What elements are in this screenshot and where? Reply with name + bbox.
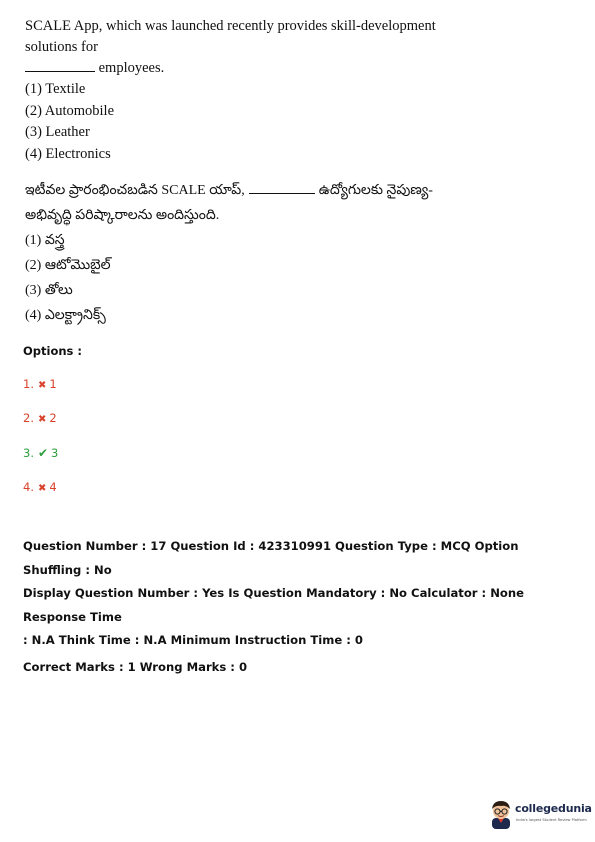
question-option-2: (2) Automobile: [25, 102, 115, 119]
answer-option-value: 1: [49, 377, 57, 391]
question-option-3: (3) Leather: [25, 124, 90, 140]
metadata-line2: Display Question Number : Yes Is Question Mandatory : No Calculator : None Response Time: [23, 586, 525, 624]
answer-option-value: 3: [51, 446, 59, 460]
question-option-4: (4) Electronics: [25, 145, 111, 162]
options-heading: Options :: [23, 344, 82, 358]
answer-option-number: 3.: [23, 446, 34, 460]
question-telugu: [25, 178, 465, 328]
question-text-suffix: employees.: [95, 60, 165, 76]
answer-blank: [25, 59, 95, 72]
logo-tagline: India's largest Student Review Platform: [516, 818, 587, 822]
question-text-line2: [25, 58, 455, 79]
question-text-line1: SCALE App, which was launched recently provides skill-development solutions for: [25, 18, 436, 55]
marks-info: Correct Marks : 1 Wrong Marks : 0: [23, 659, 248, 674]
answer-option-value: 4: [49, 480, 57, 494]
answer-option-3: [23, 446, 58, 460]
cross-icon: ✖: [37, 414, 47, 425]
answer-option-number: 1.: [23, 377, 34, 391]
answer-option-4: [23, 480, 57, 494]
telugu-text-prefix: ఇటీవల ప్రారంభించబడిన SCALE యాప్,: [25, 183, 245, 198]
answer-option-value: 2: [49, 411, 57, 425]
answer-option-number: 4.: [23, 480, 34, 494]
telugu-answer-blank: [249, 181, 315, 194]
metadata-line1: Question Number : 17 Question Id : 423310991 Question Type : MCQ Option Shuffling : No: [23, 539, 519, 577]
telugu-text-suffix: ఉద్యోగులకు నైపుణ్య-: [318, 183, 433, 198]
telugu-option-2: (2) ఆటోమొబైల్: [25, 258, 111, 273]
metadata-line3: : N.A Think Time : N.A Minimum Instruction Time : 0: [23, 633, 363, 647]
telugu-text-line2: అభివృద్ధి పరిష్కారాలను అందిస్తుంది.: [25, 208, 220, 223]
question-option-1: (1) Textile: [25, 81, 86, 97]
telugu-text-line1: [25, 178, 465, 203]
collegedunia-logo: [487, 797, 592, 831]
cross-icon: ✖: [37, 380, 47, 391]
question-english: [25, 16, 455, 165]
answer-option-2: [23, 411, 57, 425]
answer-option-1: [23, 377, 57, 391]
answer-option-number: 2.: [23, 411, 34, 425]
logo-brand-text: collegedunia: [515, 802, 592, 815]
check-icon: ✔: [37, 446, 49, 460]
telugu-option-1: (1) వస్త్ర: [25, 233, 65, 248]
student-avatar-icon: [487, 799, 515, 829]
cross-icon: ✖: [37, 483, 47, 494]
telugu-option-3: (3) తోలు: [25, 283, 73, 298]
question-metadata: [23, 535, 579, 679]
telugu-option-4: (4) ఎలక్ట్రానిక్స్: [25, 308, 106, 323]
